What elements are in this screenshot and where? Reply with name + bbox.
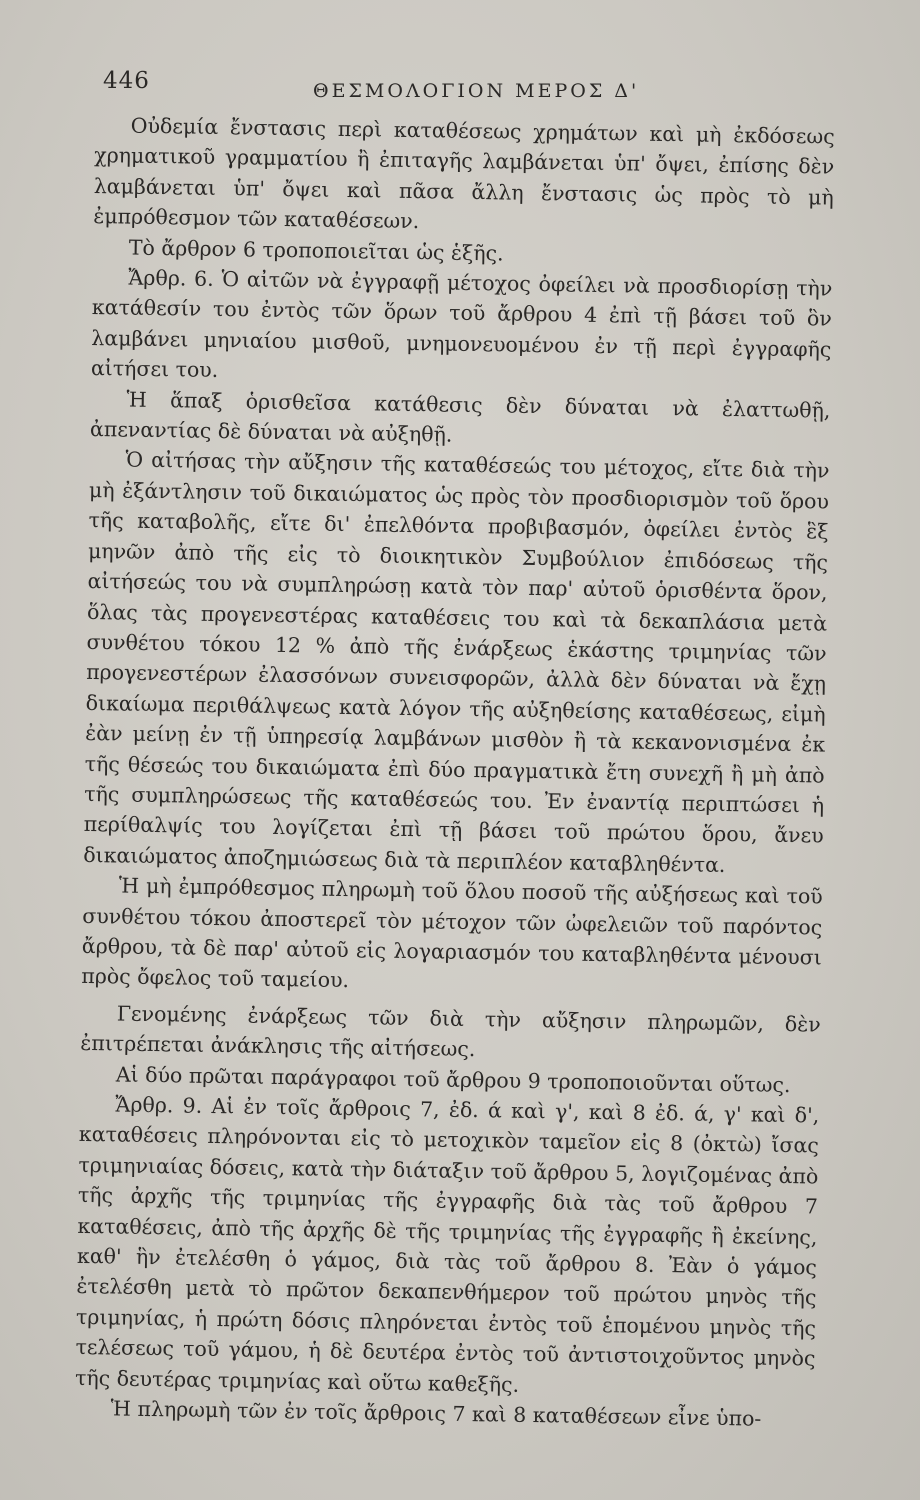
- paragraph: Ἄρθρ. 6. Ὁ αἰτῶν νὰ ἐγγραφῇ μέτοχος ὀφείλει νὰ προσδιορίσῃ τὴν κατάθεσίν του ἐντὸς τῶν ὅρων τοῦ ἄρθρου 4 ἐπὶ τῇ βάσει τοῦ ὃν λαμβάνει μηνιαίου μισθοῦ, μνημονευομένου ἐν τῇ περὶ ἐγγραφῆς αἰτήσει του.: [90, 265, 833, 383]
- paragraph: Οὐδεμία ἔνστασις περὶ καταθέσεως χρημάτων καὶ μὴ ἐκδόσεως χρηματικοῦ γραμματίου ἢ ἐπιταγῆς λαμβάνεται ὑπ' ὄψει, ἐπίσης δὲν λαμβάνεται ὑπ' ὄψει καὶ πᾶσα ἄλλη ἔνστασις ὡς πρὸς τὸ μὴ ἐμπρόθεσμον τῶν καταθέσεων.: [93, 113, 835, 234]
- body-text: [74, 110, 835, 1435]
- page-header: [103, 68, 833, 108]
- paragraph: Γενομένης ἐνάρξεως τῶν διὰ τὴν αὔξησιν πληρωμῶν, δὲν ἐπιτρέπεται ἀνάκλησις τῆς αἰτήσεως.: [80, 1001, 821, 1062]
- paragraph: Ἡ ἅπαξ ὁρισθεῖσα κατάθεσις δὲν δύναται νὰ ἐλαττωθῇ, ἀπεναντίας δὲ δύναται νὰ αὐξηθῇ.: [89, 387, 831, 447]
- paragraph: Ὁ αἰτήσας τὴν αὔξησιν τῆς καταθέσεώς του μέτοχος, εἴτε διὰ τὴν μὴ ἐξάντλησιν τοῦ δικαιώματος ὡς πρὸς τὸν προσδιορισμὸν τοῦ ὅρου τῆς καταβολῆς, εἴτε δι' ἐπελθόντα προβιβασμόν, ὀφείλει ἐντὸς ἓξ μηνῶν ἀπὸ τῆς εἰς τὸ διοικητικὸν Συμβούλιον ἐπιδόσεως τῆς αἰτήσεώς του νὰ συμπληρώσῃ κατὰ τὸν παρ' αὐτοῦ ὁρισθέντα ὅρον, ὅλας τὰς προγενεστέρας καταθέσεις του καὶ τὰ δεκαπλάσια μετὰ συνθέτου τόκου 12 % ἀπὸ τῆς ἐνάρξεως ἑκάστης τριμηνίας τῶν προγενεστέρων ἐλασσόνων συνεισφορῶν, ἀλλὰ δὲν δύναται νὰ ἔχῃ δικαίωμα περιθάλψεως κατὰ λόγον τῆς αὐξηθείσης καταθέσεως, εἰμὴ ἐὰν μείνῃ ἐν τῇ ὑπηρεσίᾳ λαμβάνων μισθὸν ἢ τὰ κεκανονισμένα ἐκ τῆς θέσεώς του δικαιώματα ἐπὶ δύο πραγματικὰ ἔτη συνεχῆ ἢ μὴ ἀπὸ τῆς συμπληρώσεως τῆς καταθέσεώς του. Ἐν ἐναντίᾳ περιπτώσει ἡ περίθαλψίς του λογίζεται ἐπὶ τῇ βάσει τοῦ πρώτου ὅρου, ἄνευ δικαιώματος ἀποζημιώσεως διὰ τὰ περιπλέον καταβληθέντα.: [83, 447, 830, 877]
- paragraph: Αἱ δύο πρῶται παράγραφοι τοῦ ἄρθρου 9 τροποποιοῦνται οὕτως.: [115, 1062, 791, 1097]
- paragraph: Ἡ μὴ ἐμπρόθεσμος πληρωμὴ τοῦ ὅλου ποσοῦ τῆς αὐξήσεως καὶ τοῦ συνθέτου τόκου ἀποστερεῖ τὸν μέτοχον τῶν ὠφελειῶν τοῦ παρόντος ἄρθρου, τὰ δὲ παρ' αὐτοῦ εἰς λογαριασμόν του καταβληθέντα μένουσι πρὸς ὄφελος τοῦ ταμείου.: [81, 873, 823, 993]
- paragraph: Ἡ πληρωμὴ τῶν ἐν τοῖς ἄρθροις 7 καὶ 8 καταθέσεων εἶνε ὑπο-: [110, 1396, 762, 1431]
- running-title: ΘΕΣΜΟΛΟΓΙΟΝ ΜΕΡΟΣ Δ': [313, 80, 640, 102]
- paragraph: Ἄρθρ. 9. Αἱ ἐν τοῖς ἄρθροις 7, ἐδ. ά καὶ γ', καὶ 8 ἐδ. ά, γ' καὶ δ', καταθέσεις πληρόνονται εἰς τὸ μετοχικὸν ταμεῖον εἰς 8 (ὀκτὼ) ἴσας τριμηνιαίας δόσεις, κατὰ τὴν διάταξιν τοῦ ἄρθρου 5, λογιζομένας ἀπὸ τῆς ἀρχῆς τῆς τριμηνίας τῆς ἐγγραφῆς διὰ τὰς τοῦ ἄρθρου 7 καταθέσεις, ἀπὸ τῆς ἀρχῆς δὲ τῆς τριμηνίας τῆς ἐγγραφῆς ἢ ἐκείνης, καθ' ἣν ἐτελέσθη ὁ γάμος, διὰ τὰς τοῦ ἄρθρου 8. Ἐὰν ὁ γάμος ἐτελέσθη μετὰ τὸ πρῶτον δεκαπενθήμερον τοῦ πρώτου μηνὸς τῆς τριμηνίας, ἡ πρώτη δόσις πληρόνεται ἐντὸς τοῦ ἑπομένου μηνὸς τῆς τελέσεως τοῦ γάμου, ἡ δὲ δευτέρα ἐντὸς τοῦ ἀντιστοιχοῦντος μηνὸς τῆς δευτέρας τριμηνίας καὶ οὕτω καθεξῆς.: [74, 1092, 820, 1397]
- paragraph: Τὸ ἄρθρον 6 τροποποιεῖται ὡς ἑξῆς.: [128, 235, 504, 266]
- page-number: 446: [103, 68, 150, 94]
